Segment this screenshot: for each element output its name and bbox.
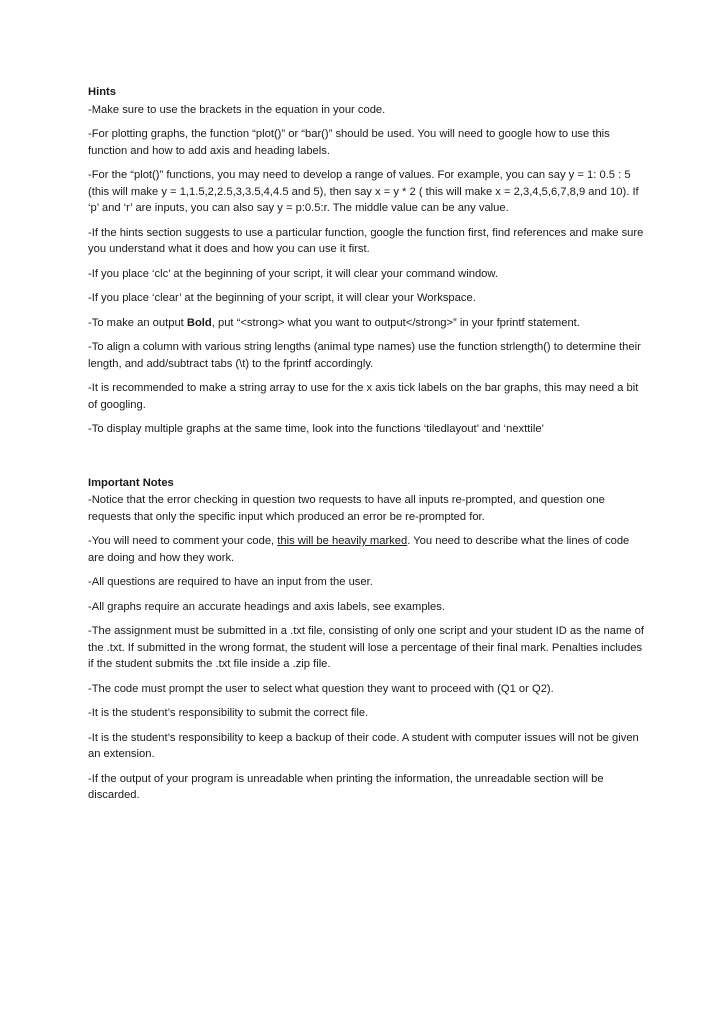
note-item: -It is the student’s responsibility to submit the correct file.	[88, 707, 369, 719]
hint-item: -If you place ‘clc’ at the beginning of your script, it will clear your command window.	[88, 267, 498, 280]
note-item: -All graphs require an accurate headings and axis labels, see examples.	[88, 600, 445, 613]
note-item: -The assignment must be submitted in a .txt file, consisting of only one script and your student ID as the name of the .txt. If submitted in the wrong format, the student will lose a percentage of their final mark. Penalties includes if the student submits the .txt file inside a .zip file.	[88, 625, 644, 670]
document-page	[88, 84, 644, 812]
note-item: -All questions are required to have an input from the user.	[88, 576, 373, 588]
note-comment-after: . You need to describe what the lines of code are doing and how they work.	[88, 535, 630, 564]
underlined-text: this will be heavily marked	[277, 535, 408, 547]
hint-item: -Make sure to use the brackets in the equation in your code.	[88, 103, 386, 116]
hint-item: -For plotting graphs, the function “plot()” or “bar()” should be used. You will need to google how to use this function and how to add axis and heading labels.	[88, 128, 610, 157]
hint-item: -For the “plot()” functions, you may need to develop a range of values. For example, you can say y = 1: 0.5 : 5 (this will make y = 1,1.5,2,2.5,3,3.5,4,4.5 and 5), then say x = y * 2 ( this will make x = 2,3,4,5,6,7,8,9 and 10). If ‘p’ and ‘r’ are inputs, you can also say y = p:0.5:r. The middle value can be any value.	[88, 169, 639, 214]
hint-bold-before: -To make an output	[88, 316, 187, 329]
note-item: -If the output of your program is unreadable when printing the information, the unreadable section will be discarded.	[88, 772, 604, 801]
note-item-comment	[88, 533, 644, 566]
hint-item-bold	[88, 315, 644, 332]
bold-word: Bold	[186, 316, 212, 329]
important-notes-heading: Important Notes	[88, 476, 174, 489]
note-item: -Notice that the error checking in question two requests to have all inputs re-prompted, and question one requests that only the specific input which produced an error be re-prompted for.	[88, 494, 605, 523]
hints-heading: Hints	[88, 86, 116, 98]
hint-item: -It is recommended to make a string array to use for the x axis tick labels on the bar graphs, this may need a bit of googling.	[88, 382, 639, 411]
hint-item: -If you place ‘clear’ at the beginning of your script, it will clear your Workspace.	[88, 292, 476, 304]
hint-item: -To display multiple graphs at the same time, look into the functions ‘tiledlayout’ and ‘nexttile’	[88, 423, 545, 435]
note-item: -It is the student’s responsibility to keep a backup of their code. A student with computer issues will not be given an extension.	[88, 731, 639, 760]
hint-item: -If the hints section suggests to use a particular function, google the function first, find references and make sure you understand what it does and how you can use it first.	[88, 226, 644, 255]
note-comment-before: -You will need to comment your code,	[88, 535, 278, 547]
hint-bold-after: , put “<strong> what you want to output</strong>” in your fprintf statement.	[211, 316, 580, 329]
section-spacer	[88, 446, 644, 475]
note-item: -The code must prompt the user to select what question they want to proceed with (Q1 or Q2).	[88, 682, 554, 695]
hint-item: -To align a column with various string lengths (animal type names) use the function strlength() to determine their length, and add/subtract tabs (\t) to the fprintf accordingly.	[88, 341, 641, 370]
